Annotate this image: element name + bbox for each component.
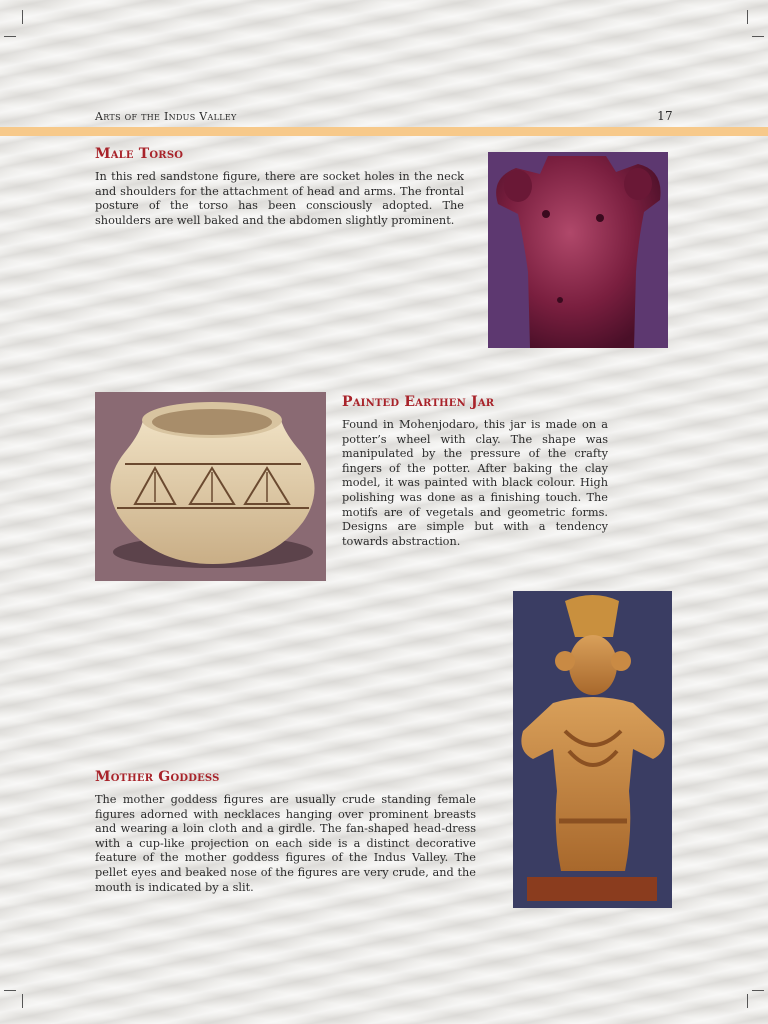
crop-mark-bl-v	[22, 994, 23, 1008]
male-torso-text: In this red sandstone figure, there are socket holes in the neck and shoulders for the attachment of head and arms. The frontal posture of the torso has been consciously adopted. The shoulders are well baked and the abdomen slightly prominent.	[95, 170, 464, 227]
earthen-jar-heading: Painted Earthen Jar	[342, 394, 495, 410]
male-torso-image	[488, 152, 668, 348]
crop-mark-tr-v	[747, 10, 748, 24]
crop-mark-br-v	[747, 994, 748, 1008]
mother-goddess-image	[513, 591, 672, 908]
mother-goddess-heading: Mother Goddess	[95, 769, 220, 785]
goddess-figure-icon	[513, 591, 672, 908]
header-rule	[0, 127, 768, 136]
crop-mark-bl-h	[4, 990, 16, 991]
jar-figure-icon	[95, 392, 326, 581]
running-header	[95, 110, 673, 126]
earthen-jar-text: Found in Mohenjodaro, this jar is made on a potter’s wheel with clay. The shape was manipulated by the pressure of the crafty fingers of the potter. After baking the clay model, it was painted with black colour. High polishing was done as a finishing touch. The motifs are of vegetals and geometric forms. Designs are simple but with a tendency towards abstraction.	[342, 418, 608, 548]
crop-mark-tl-h	[4, 36, 16, 37]
crop-mark-tl-v	[22, 10, 23, 24]
male-torso-heading: Male Torso	[95, 146, 184, 162]
torso-figure-icon	[488, 152, 668, 348]
running-title: Arts of the Indus Valley	[95, 110, 237, 123]
mother-goddess-text: The mother goddess figures are usually crude standing female figures adorned with necklaces hanging over prominent breasts and wearing a loin cloth and a girdle. The fan-shaped head-dress with a cup-like projection on each side is a distinct decorative feature of the mother goddess figures of the Indus Valley. The pellet eyes and beaked nose of the figures are very crude, and the mouth is indicated by a slit.	[95, 793, 476, 894]
crop-mark-tr-h	[752, 36, 764, 37]
crop-mark-br-h	[752, 990, 764, 991]
earthen-jar-image	[95, 392, 326, 581]
page-number: 17	[657, 109, 673, 123]
